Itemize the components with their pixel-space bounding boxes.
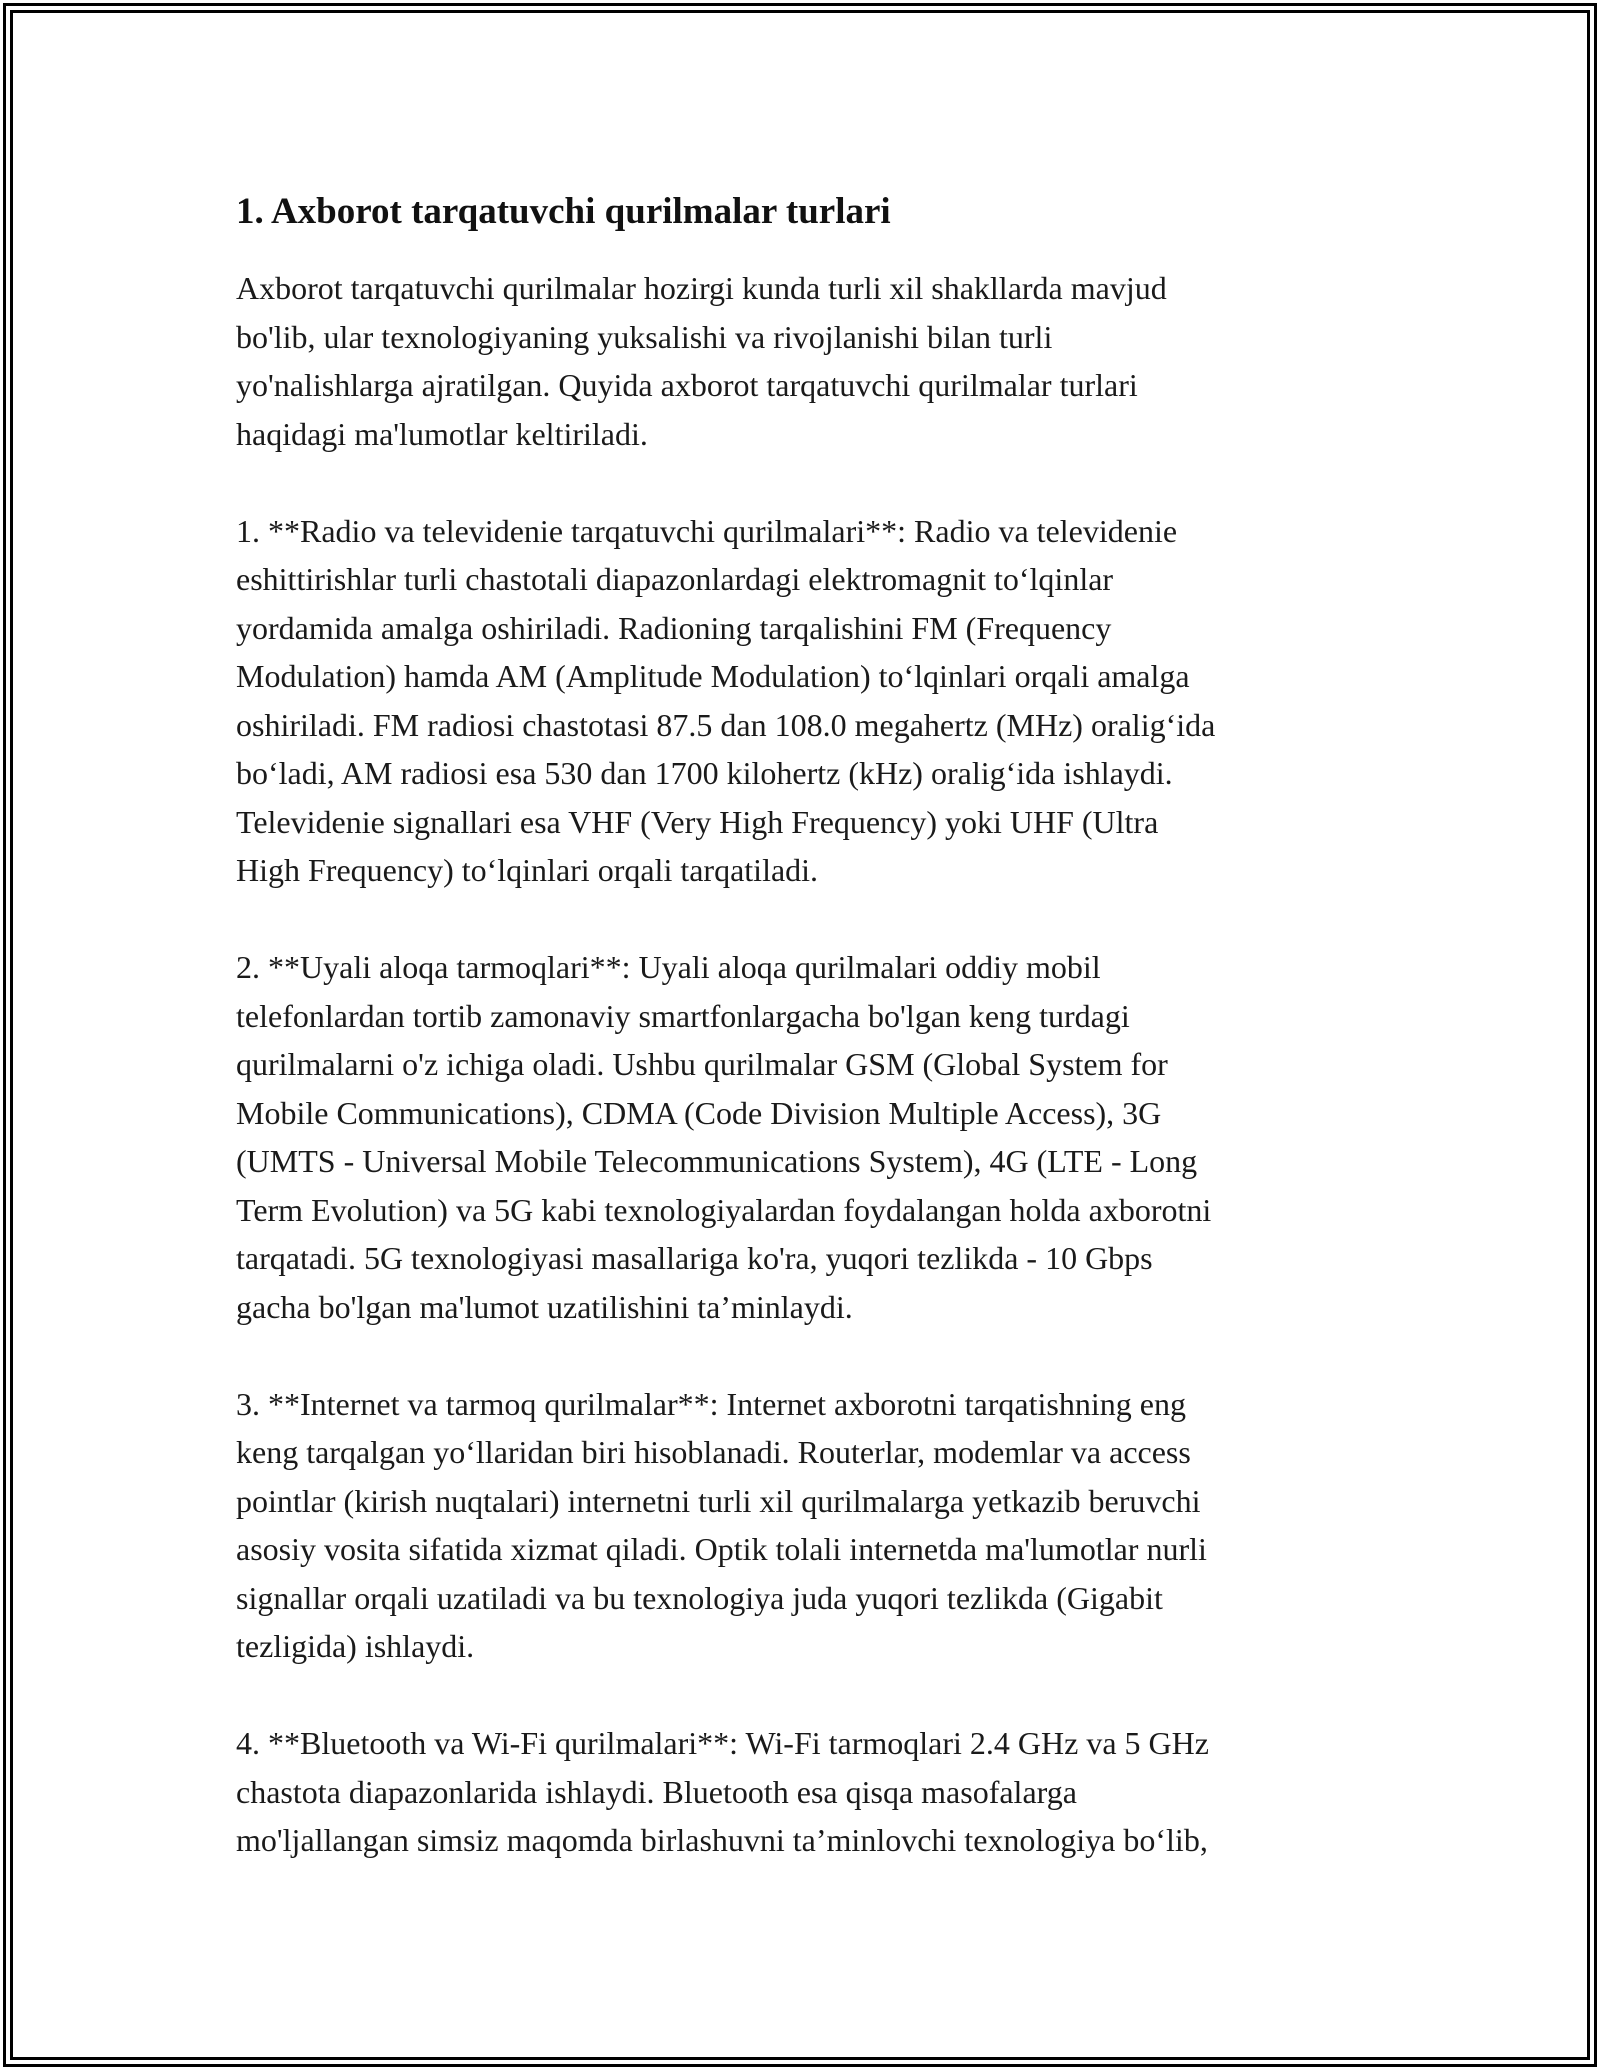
- text-line: yo'nalishlarga ajratilgan. Quyida axborot tarqatuvchi qurilmalar turlari: [236, 367, 1138, 403]
- text-line: asosiy vosita sifatida xizmat qiladi. Optik tolali internetda ma'lumotlar nurli: [236, 1531, 1207, 1567]
- text-line: tezligida) ishlaydi.: [236, 1628, 475, 1664]
- text-line: 2. **Uyali aloqa tarmoqlari**: Uyali aloqa qurilmalari oddiy mobil: [236, 949, 1101, 985]
- paragraph-radio-tv: [236, 507, 1376, 895]
- paragraph-bluetooth-wifi: [236, 1719, 1376, 1865]
- text-line: chastota diapazonlarida ishlaydi. Bluetooth esa qisqa masofalarga: [236, 1773, 1077, 1810]
- section-heading: 1. Axborot tarqatuvchi qurilmalar turlari: [236, 191, 891, 232]
- text-line: 1. **Radio va televidenie tarqatuvchi qurilmalari**: Radio va televidenie: [236, 512, 1178, 549]
- text-line: signallar orqali uzatiladi va bu texnologiya juda yuqori tezlikda (Gigabit: [236, 1579, 1163, 1616]
- text-line: Term Evolution) va 5G kabi texnologiyalardan foydalangan holda axborotni: [236, 1191, 1212, 1228]
- text-line: eshittirishlar turli chastotali diapazonlardagi elektromagnit to‘lqinlar: [236, 561, 1114, 597]
- text-line: (UMTS - Universal Mobile Telecommunications System), 4G (LTE - Long: [236, 1143, 1198, 1179]
- paragraph-internet: [236, 1380, 1376, 1671]
- text-line: bo‘ladi, AM radiosi esa 530 dan 1700 kilohertz (kHz) oralig‘ida ishlaydi.: [236, 755, 1173, 791]
- text-line: tarqatadi. 5G texnologiyasi masallariga ko'ra, yuqori tezlikda - 10 Gbps: [236, 1240, 1153, 1276]
- document-body: [236, 186, 1376, 1913]
- text-line: telefonlardan tortib zamonaviy smartfonlargacha bo'lgan keng turdagi: [236, 997, 1130, 1034]
- text-line: Axborot tarqatuvchi qurilmalar hozirgi kunda turli xil shakllarda mavjud: [236, 270, 1167, 306]
- text-line: Televidenie signallari esa VHF (Very High Frequency) yoki UHF (Ultra: [236, 803, 1159, 840]
- text-line: gacha bo'lgan ma'lumot uzatilishini ta’minlaydi.: [236, 1288, 853, 1325]
- text-line: qurilmalarni o'z ichiga oladi. Ushbu qurilmalar GSM (Global System for: [236, 1046, 1168, 1082]
- text-line: keng tarqalgan yo‘llaridan biri hisoblanadi. Routerlar, modemlar va access: [236, 1434, 1191, 1470]
- text-line: bo'lib, ular texnologiyaning yuksalishi va rivojlanishi bilan turli: [236, 318, 1053, 355]
- text-line: Modulation) hamda AM (Amplitude Modulation) to‘lqinlari orqali amalga: [236, 658, 1190, 694]
- text-line: oshiriladi. FM radiosi chastotasi 87.5 dan 108.0 megahertz (MHz) oralig‘ida: [236, 706, 1216, 743]
- paragraph-intro: [236, 264, 1376, 458]
- text-line: haqidagi ma'lumotlar keltiriladi.: [236, 415, 648, 452]
- text-line: Mobile Communications), CDMA (Code Division Multiple Access), 3G: [236, 1094, 1162, 1131]
- text-line: pointlar (kirish nuqtalari) internetni turli xil qurilmalarga yetkazib beruvchi: [236, 1482, 1201, 1519]
- text-line: 3. **Internet va tarmoq qurilmalar**: Internet axborotni tarqatishning eng: [236, 1385, 1186, 1422]
- text-line: yordamida amalga oshiriladi. Radioning tarqalishini FM (Frequency: [236, 609, 1112, 646]
- text-line: mo'ljallangan simsiz maqomda birlashuvni ta’minlovchi texnologiya bo‘lib,: [236, 1822, 1208, 1858]
- text-line: 4. **Bluetooth va Wi-Fi qurilmalari**: Wi-Fi tarmoqlari 2.4 GHz va 5 GHz: [236, 1725, 1209, 1761]
- text-line: High Frequency) to‘lqinlari orqali tarqatiladi.: [236, 852, 819, 888]
- paragraph-cellular: [236, 943, 1376, 1331]
